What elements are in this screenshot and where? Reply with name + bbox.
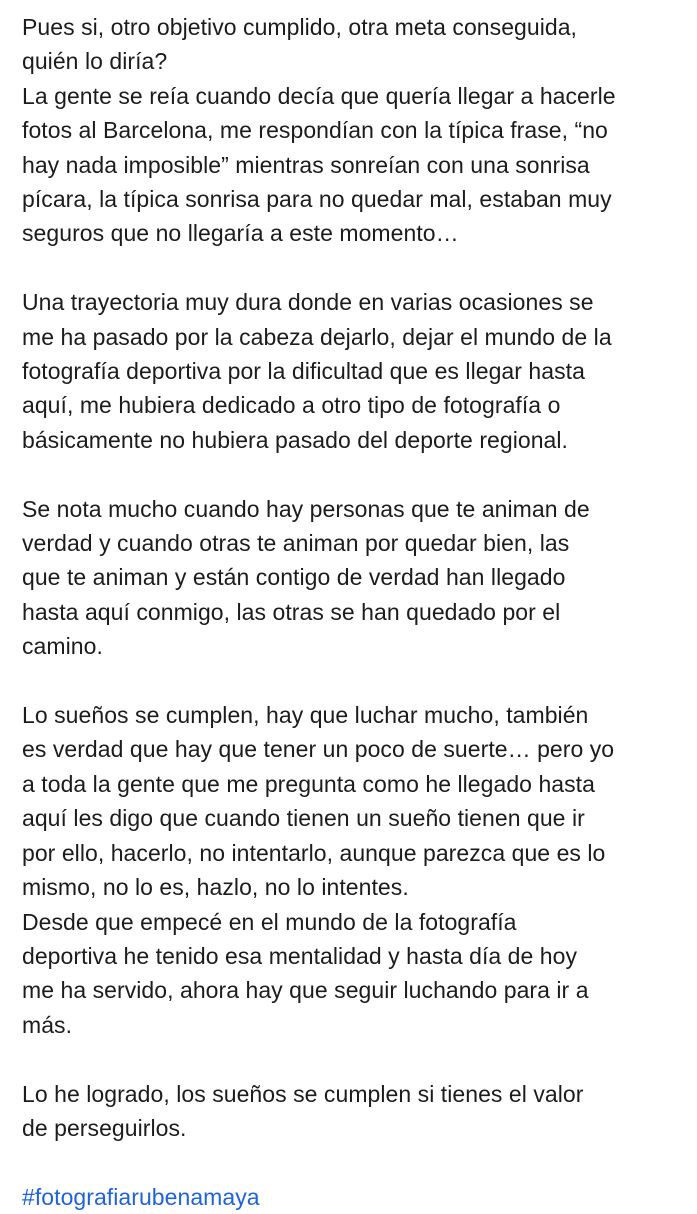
text-line: a toda la gente que me pregunta como he llegado hasta bbox=[22, 770, 595, 797]
text-line: La gente se reía cuando decía que quería llegar a hacerle bbox=[22, 82, 616, 109]
text-line: quién lo diría? bbox=[22, 48, 168, 75]
text-line: por ello, hacerlo, no intentarlo, aunque parezca que es lo bbox=[22, 839, 606, 866]
post-body bbox=[22, 10, 690, 1214]
paragraph bbox=[22, 285, 690, 457]
text-line: aquí les digo que cuando tienen un sueño tienen que ir bbox=[22, 805, 585, 832]
paragraph-spacer bbox=[22, 664, 690, 698]
text-line: me ha pasado por la cabeza dejarlo, dejar el mundo de la bbox=[22, 323, 612, 350]
text-line: Lo sueños se cumplen, hay que luchar mucho, también bbox=[22, 702, 589, 729]
paragraph bbox=[22, 492, 690, 664]
text-line: Pues si, otro objetivo cumplido, otra meta conseguida, bbox=[22, 14, 578, 40]
text-line: mismo, no lo es, hazlo, no lo intentes. bbox=[22, 874, 409, 901]
text-line: hay nada imposible” mientras sonreían con una sonrisa bbox=[22, 151, 590, 178]
text-line: aquí, me hubiera dedicado a otro tipo de fotografía o bbox=[22, 392, 561, 419]
text-line: pícara, la típica sonrisa para no quedar mal, estaban muy bbox=[22, 186, 612, 213]
paragraph bbox=[22, 10, 690, 251]
text-line: me ha servido, ahora hay que seguir luchando para ir a bbox=[22, 977, 589, 1004]
text-line: de perseguirlos. bbox=[22, 1114, 187, 1141]
paragraph-spacer bbox=[22, 251, 690, 285]
text-line: seguros que no llegaría a este momento… bbox=[22, 220, 459, 247]
text-line: Lo he logrado, los sueños se cumplen si tienes el valor bbox=[22, 1080, 584, 1107]
text-line: es verdad que hay que tener un poco de suerte… pero yo bbox=[22, 736, 615, 763]
text-line: verdad y cuando otras te animan por quedar bien, las bbox=[22, 530, 570, 557]
text-line: Una trayectoria muy dura donde en varias ocasiones se bbox=[22, 289, 594, 316]
text-line: básicamente no hubiera pasado del deporte regional. bbox=[22, 426, 568, 453]
text-line: fotografía deportiva por la dificultad que es llegar hasta bbox=[22, 358, 585, 385]
text-line: camino. bbox=[22, 633, 103, 660]
text-line: Desde que empecé en el mundo de la fotografía bbox=[22, 908, 517, 935]
text-line: más. bbox=[22, 1011, 73, 1038]
text-line: Se nota mucho cuando hay personas que te animan de bbox=[22, 495, 590, 522]
text-line: que te animan y están contigo de verdad han llegado bbox=[22, 564, 566, 591]
paragraph-spacer bbox=[22, 1145, 690, 1179]
paragraph bbox=[22, 1077, 690, 1146]
paragraph-spacer bbox=[22, 1042, 690, 1076]
text-line: hasta aquí conmigo, las otras se han quedado por el bbox=[22, 598, 561, 625]
paragraph bbox=[22, 698, 690, 1042]
hashtag-link[interactable]: #fotografiarubenamaya bbox=[22, 1183, 260, 1210]
text-line: deportiva he tenido esa mentalidad y hasta día de hoy bbox=[22, 942, 578, 969]
text-line: fotos al Barcelona, me respondían con la típica frase, “no bbox=[22, 117, 608, 144]
paragraph-spacer bbox=[22, 457, 690, 491]
